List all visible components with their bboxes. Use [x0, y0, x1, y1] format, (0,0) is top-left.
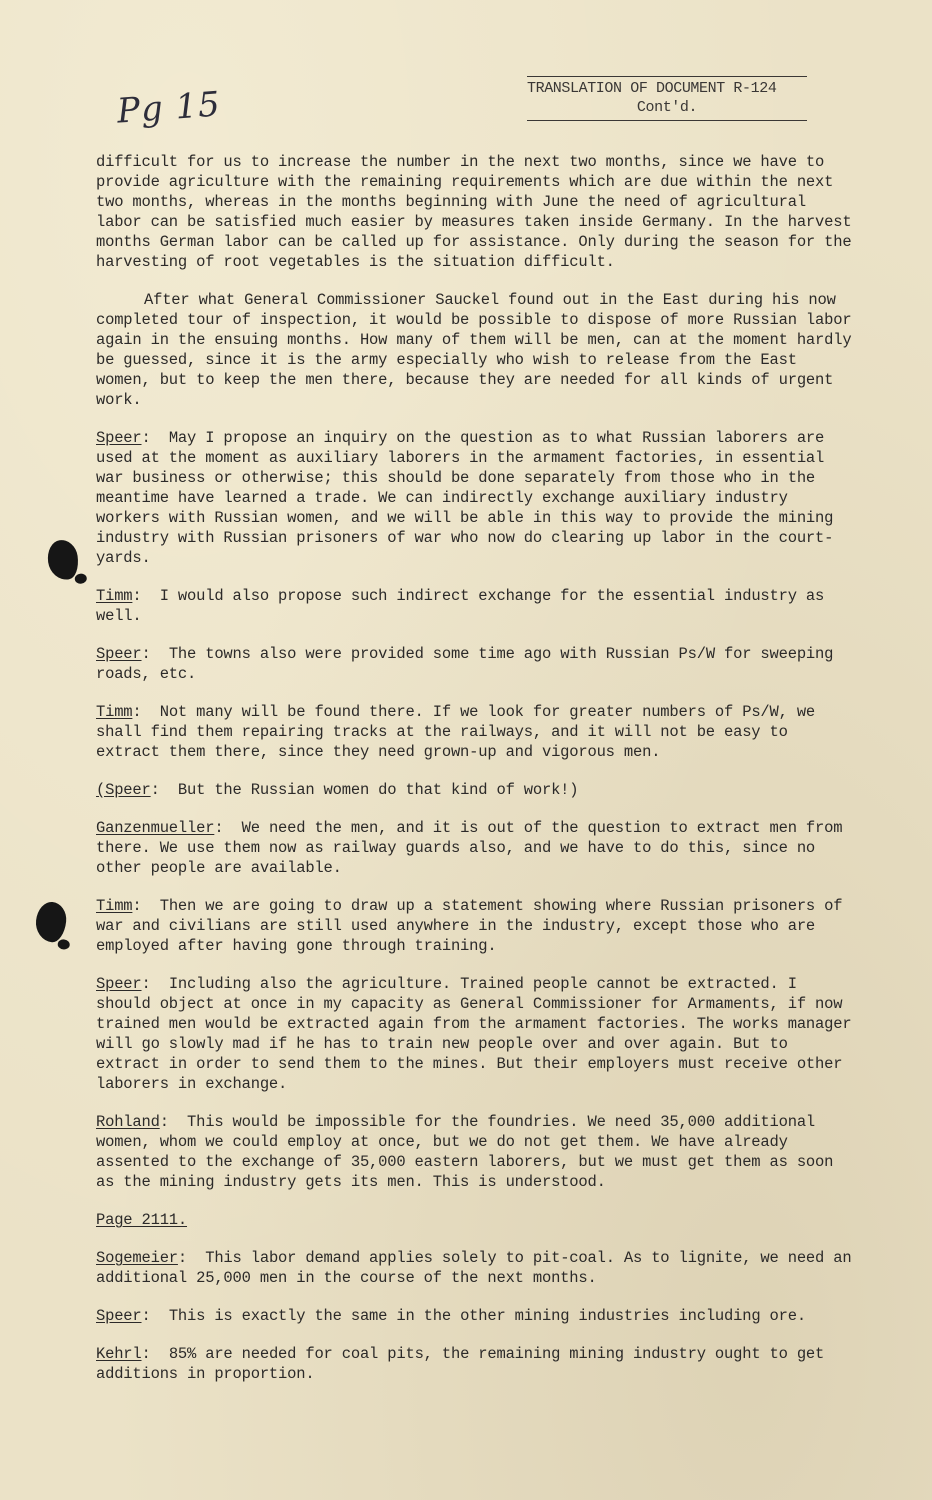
speaker-paragraph: Speer: Including also the agriculture. Trained people cannot be extracted. I should object at once in my capacity as General Commissioner for Armaments, if now trained men would be extracted again from the armament factories. The works manager will go slowly mad if he has to train new people over and over again. But to extract in order to send them to the mines. But their employers must receive other laborers in exchange. [96, 975, 852, 1093]
paragraph-text: difficult for us to increase the number in the next two months, since we have to provide agriculture with the remaining requirements which are due within the next two months, whereas in the months beginning with June the need of agricultural labor can be satisfied much easier by measures taken inside Germany. In the harvest months German labor can be called up for assistance. Only during the season for the harvesting of root vegetables is the situation difficult. [96, 153, 852, 271]
speaker-name: Timm [96, 897, 133, 915]
paragraph-text: The towns also were provided some time ago with Russian Ps/W for sweeping roads, etc. [96, 645, 834, 683]
document-body [96, 152, 856, 1402]
document-header [527, 76, 807, 121]
document-title: TRANSLATION OF DOCUMENT R-124 [527, 76, 807, 98]
speaker-name: Speer [96, 975, 142, 993]
speaker-paragraph: Timm: Not many will be found there. If we look for greater numbers of Ps/W, we shall find them repairing tracks at the railways, and it will not be easy to extract them there, since they need grown-up and vigorous men. [96, 703, 816, 761]
ink-blot-mark [45, 538, 80, 582]
handwritten-page-note: Pg 15 [115, 84, 222, 132]
speaker-name: Rohland [96, 1113, 160, 1131]
speaker-paragraph: Ganzenmueller: We need the men, and it is out of the question to extract men from there. We use them now as railway guards also, and we have to do this, since no other people are available. [96, 819, 843, 877]
page-marker-paragraph [96, 1210, 856, 1230]
speaker-paragraph: Speer: May I propose an inquiry on the question as to what Russian laborers are used at the moment as auxiliary laborers in the armament factories, in essential war business or otherwise; this should be done separately from those who in the meantime have learned a trade. We can indirectly exchange auxiliary industry workers with Russian women, and we will be able in this way to provide the mining industry with Russian prisoners of war who now do clearing up labor in the court-yards. [96, 429, 834, 567]
paragraph-text: But the Russian women do that kind of work!) [177, 781, 579, 799]
ink-blot-mark [34, 901, 68, 944]
speaker-name: Ganzenmueller [96, 819, 215, 837]
speaker-paragraph: Speer: This is exactly the same in the other mining industries including ore. [96, 1307, 806, 1325]
paragraph-text: This would be impossible for the foundries. We need 35,000 additional women, whom we could employ at once, but we do not get them. We have already assented to the exchange of 35,000 eastern laborers, but we must get them as soon as the mining industry gets its men. This is understood. [96, 1113, 834, 1191]
paragraph-text: Then we are going to draw up a statement showing where Russian prisoners of war and civilians are still used anywhere in the industry, except those who are employed after having gone through training. [96, 897, 843, 955]
paragraph-text: This is exactly the same in the other mining industries including ore. [168, 1307, 806, 1325]
paragraph-text: This labor demand applies solely to pit-coal. As to lignite, we need an additional 25,000 men in the course of the next months. [96, 1249, 852, 1287]
speaker-name: Speer [96, 1307, 142, 1325]
paragraph-text: 85% are needed for coal pits, the remaining mining industry ought to get additions in proportion. [96, 1345, 825, 1383]
speaker-paragraph: Rohland: This would be impossible for the foundries. We need 35,000 additional women, whom we could employ at once, but we do not get them. We have already assented to the exchange of 35,000 eastern laborers, but we must get them as soon as the mining industry gets its men. This is understood. [96, 1113, 834, 1191]
speaker-paragraph: Timm: I would also propose such indirect exchange for the essential industry as well. [96, 587, 825, 625]
paragraph-text: We need the men, and it is out of the question to extract men from there. We use them now as railway guards also, and we have to do this, since no other people are available. [96, 819, 843, 877]
paragraph [96, 290, 856, 410]
speaker-name: Kehrl [96, 1345, 142, 1363]
speaker-name: Speer [96, 429, 142, 447]
speaker-name: (Speer [96, 781, 151, 799]
speaker-paragraph: Timm: Then we are going to draw up a statement showing where Russian prisoners of war and civilians are still used anywhere in the industry, except those who are employed after having gone through training. [96, 897, 843, 955]
paragraph-text: May I propose an inquiry on the question as to what Russian laborers are used at the moment as auxiliary laborers in the armament factories, in essential war business or otherwise; this should be done separately from those who in the meantime have learned a trade. We can indirectly exchange auxiliary industry workers with Russian women, and we will be able in this way to provide the mining industry with Russian prisoners of war who now do clearing up labor in the court-yards. [96, 429, 834, 567]
speaker-paragraph: (Speer: But the Russian women do that kind of work!) [96, 781, 579, 799]
speaker-name: Timm [96, 703, 133, 721]
document-subtitle: Cont'd. [527, 98, 807, 121]
paragraph-text: I would also propose such indirect exchange for the essential industry as well. [96, 587, 825, 625]
paragraph-text: After what General Commissioner Sauckel found out in the East during his now completed tour of inspection, it would be possible to dispose of more Russian labor again in the ensuing months. How many of them will be men, can at the moment hardly be guessed, since it is the army especially who wish to release from the East women, but to keep the men there, because they are needed for all kinds of urgent work. [96, 291, 852, 409]
speaker-name: Timm [96, 587, 133, 605]
paragraph-text: Not many will be found there. If we look for greater numbers of Ps/W, we shall find them repairing tracks at the railways, and it will not be easy to extract them there, since they need grown-up and vigorous men. [96, 703, 816, 761]
speaker-name: Sogemeier [96, 1249, 178, 1267]
speaker-paragraph: Speer: The towns also were provided some time ago with Russian Ps/W for sweeping roads, etc. [96, 645, 834, 683]
speaker-paragraph: Sogemeier: This labor demand applies solely to pit-coal. As to lignite, we need an additional 25,000 men in the course of the next months. [96, 1249, 852, 1287]
page-marker: Page 2111. [96, 1211, 188, 1229]
speaker-paragraph: Kehrl: 85% are needed for coal pits, the remaining mining industry ought to get additions in proportion. [96, 1345, 825, 1383]
paragraph-text: Including also the agriculture. Trained people cannot be extracted. I should object at once in my capacity as General Commissioner for Armaments, if now trained men would be extracted again from the armament factories. The works manager will go slowly mad if he has to train new people over and over again. But to extract in order to send them to the mines. But their employers must receive other laborers in exchange. [96, 975, 852, 1093]
speaker-name: Speer [96, 645, 142, 663]
paragraph [96, 152, 856, 272]
